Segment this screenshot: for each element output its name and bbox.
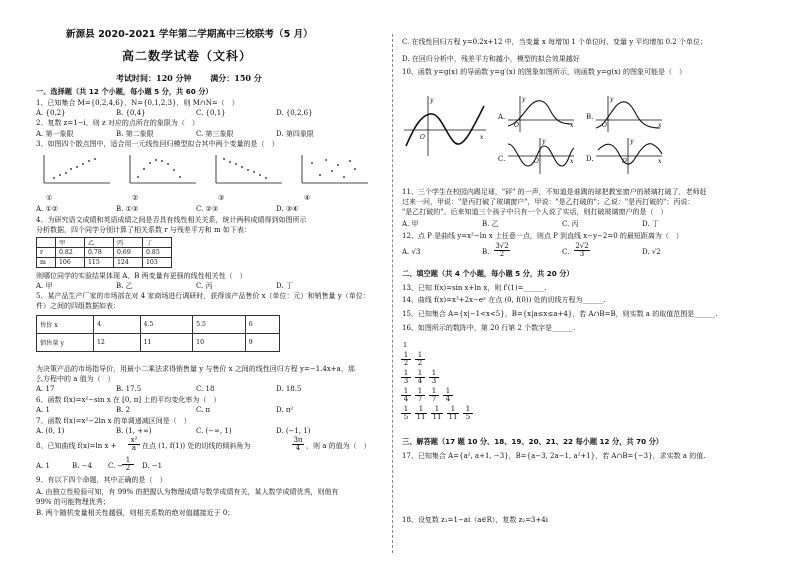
svg-text:x: x xyxy=(570,158,574,165)
q11-line-3: "是乙打破的"。后来知道三个孩子中只有一个人说了实话，则打破玻璃窗户的是（ ） xyxy=(402,208,668,216)
q3-scatter-plots xyxy=(40,151,380,191)
table-cell: 丁 xyxy=(143,238,172,248)
plot-label-4: ④ xyxy=(304,194,311,202)
q7-options xyxy=(36,427,311,435)
table-cell: 5.5 xyxy=(193,316,246,334)
q9-option-b: B. 两个随机变量相关性越强，则相关系数的绝对值越接近于 0； xyxy=(36,509,235,517)
q3-option-b: B. ①③ xyxy=(116,205,139,213)
triangle-cell: $\frac{1}{11}$ xyxy=(448,405,458,421)
svg-text:y: y xyxy=(522,96,526,103)
q9-option-c: C. 在线性回归方程 y=0.2x+12 中，当变量 x 每增加 1 个单位时，变量 y 平均增加 0.2 个单位； xyxy=(402,38,707,46)
plot-label-1: ① xyxy=(46,194,53,202)
triangle-cell: $\frac{1}{3}$ xyxy=(401,370,411,385)
q4-option-d: D. 丁 xyxy=(276,282,293,290)
svg-text:O: O xyxy=(622,158,627,165)
table-cell: 106 xyxy=(56,258,85,268)
q10-option-b-graph xyxy=(594,94,664,134)
q1-option-d: D. {0,2,6} xyxy=(276,109,313,117)
q5-options xyxy=(36,385,301,393)
section-3-heading: 三、解答题（17 题 10 分、18、19、20、21、22 每小题 12 分，共 70 分） xyxy=(402,437,663,446)
svg-text:O: O xyxy=(420,134,425,141)
right-column xyxy=(402,34,774,553)
q5-option-c: C. 18 xyxy=(196,385,215,393)
q4-table xyxy=(36,237,172,268)
q7-stem: 7、函数 f(x)=x²−2ln x 的单调递减区间是（ ） xyxy=(36,417,191,425)
q4-stem-1: 4、为研究语文成绩和英语成绩之间是否具有线性相关关系，统计两科成绩得到如图所示 xyxy=(36,216,307,224)
column-divider xyxy=(392,34,393,553)
q9-stem: 9、有以下四个命题，其中正确的是（ ） xyxy=(36,476,167,484)
scatter-plot-3 xyxy=(216,155,282,183)
fraction-denominator: 2 xyxy=(499,250,505,258)
svg-text:y: y xyxy=(430,97,434,104)
table-cell: m xyxy=(37,258,56,268)
svg-text:x: x xyxy=(570,122,574,129)
q8-option-c: C. − xyxy=(108,462,124,470)
q2-stem: 2、复数 z=1−i，则 z 对应的点所在的象限为（ ） xyxy=(36,119,199,127)
q5-option-a: A. 17 xyxy=(36,385,55,393)
q12-option-c-fraction xyxy=(574,243,590,258)
q5-stem-4: 么方程中的 a 值为（ ） xyxy=(36,375,115,383)
q11-option-a: A. 甲 xyxy=(402,220,419,228)
scatter-plot-4 xyxy=(302,155,368,183)
table-cell xyxy=(37,238,56,248)
q12-stem: 12、点 P 是曲线 y=x²−ln x 上任意一点，则点 P 到直线 x−y−2=0 的最短距离为（ ） xyxy=(402,232,683,240)
table-cell: 0.78 xyxy=(85,248,114,258)
svg-text:x: x xyxy=(658,158,662,165)
svg-text:O: O xyxy=(534,158,539,165)
q4-stem-3: 则哪位同学的实验结果体现 A、B 两变量有更强的线性相关性（ ） xyxy=(36,272,247,280)
table-cell: 丙 xyxy=(114,238,143,248)
triangle-cell: $\frac{1}{2}$ xyxy=(415,352,425,367)
table-cell: 0.69 xyxy=(114,248,143,258)
section-1-heading: 一、选择题（共 12 个小题，每小题 5 分，共 60 分） xyxy=(36,87,213,96)
q13-stem: 13、已知 f(x)=sin x+ln x，则 f′(1)=______. xyxy=(402,284,547,292)
table-cell: 甲 xyxy=(56,238,85,248)
q1-options xyxy=(36,109,313,117)
q3-option-d: D. ③④ xyxy=(276,205,299,213)
q10-stem: 10、函数 y=g(x) 的导函数 y=g′(x) 的图象如图所示，则函数 y=g(x) 的图象可能是（ ） xyxy=(402,68,686,76)
q11-option-c: C. 丙 xyxy=(562,220,579,228)
triangle-cell: $\frac{1}{4}$ xyxy=(415,370,425,385)
q4-option-b: B. 乙 xyxy=(116,282,133,290)
exam-info: 考试时间：120 分钟 满分：150 分 xyxy=(116,73,262,83)
q5-option-b: B. 17.5 xyxy=(116,385,142,393)
q6-stem: 6、函数 f(x)=x²−sin x 在 [0, π] 上的平均变化率为（ ） xyxy=(36,396,221,404)
triangle-cell: $\frac{1}{11}$ xyxy=(416,405,426,421)
q11-options xyxy=(402,220,659,228)
q6-options xyxy=(36,406,293,414)
q2-option-b: B. 第二象限 xyxy=(116,130,154,138)
q10-option-c-graph xyxy=(506,136,576,176)
q8-option-a: A. 1 xyxy=(36,462,50,470)
q11-line-2: 过来一问，甲说："是丙打破了玻璃窗户"，甲说："是乙打破的"；乙说："是丙打破的"；丙说： xyxy=(402,198,695,206)
q8-option-d: D. −1 xyxy=(142,462,163,470)
q5-stem-1: 5、某产品生产厂家的市场部在对 4 家商场进行调研时，获得该产品售价 x（单位：元）和销售量 y（单位： xyxy=(36,292,370,300)
q8-stem-b: 在点 (1, f(1)) 处的切线的倾斜角为 xyxy=(142,442,251,450)
q3-option-c: C. ②③ xyxy=(196,205,219,213)
table-cell: 乙 xyxy=(85,238,114,248)
q2-options xyxy=(36,130,314,138)
q10-option-d-graph xyxy=(594,136,664,176)
q3-options xyxy=(36,205,298,213)
left-column xyxy=(36,29,384,553)
table-cell: 10 xyxy=(193,334,246,352)
q5-stem-2: 件）之间的四组数据如表： xyxy=(36,302,120,310)
fraction-numerator: 1 xyxy=(122,457,134,465)
section-2-heading: 二、填空题（共 4 个小题，每小题 5 分，共 20 分） xyxy=(402,269,574,278)
q4-option-c: C. 丙 xyxy=(196,282,213,290)
table-cell: 4.5 xyxy=(140,316,193,334)
fraction-numerator: 3√2 xyxy=(495,242,509,250)
exam-title: 新源县 2020-2021 学年第二学期高中三校联考（5 月） xyxy=(66,29,313,40)
q1-option-c: C. {0,1} xyxy=(196,109,226,117)
table-row xyxy=(37,248,172,258)
table-cell: 0.85 xyxy=(143,248,172,258)
table-cell: 0.82 xyxy=(56,248,85,258)
q8-stem-c: ，则 a 的值为（ ） xyxy=(306,442,371,450)
fraction-numerator: x² xyxy=(128,437,140,445)
table-cell: 12 xyxy=(94,334,141,352)
triangle-cell: $\frac{1}{5}$ xyxy=(401,406,411,421)
fraction-denominator: 3 xyxy=(579,250,585,258)
q3-stem: 3、如图四个散点图中，适合用一元线性回归模型拟合其中两个变量的是（ ） xyxy=(36,140,279,148)
q4-stem-2: 分析数据，四个同学分别计算了相关系数 r 与残差平方和 m 如下表： xyxy=(36,226,251,234)
q6-option-b: B. 2 xyxy=(116,406,131,414)
table-cell: 115 xyxy=(85,258,114,268)
q10-derivative-graph xyxy=(400,90,490,160)
svg-text:x: x xyxy=(658,122,662,129)
table-cell: 11 xyxy=(140,334,193,352)
table-row xyxy=(37,334,280,352)
q7-option-a: A. (0, 1) xyxy=(36,427,65,435)
q12-option-a: A. √3 xyxy=(402,248,421,256)
q10-option-a-graph xyxy=(506,94,576,134)
q1-option-b: B. {0,4} xyxy=(116,109,146,117)
table-row xyxy=(37,238,172,248)
q10-label-b: B. xyxy=(586,113,594,121)
table-cell: 6 xyxy=(245,316,279,334)
q8-option-c-fraction xyxy=(122,457,134,472)
q7-option-d: D. (−1, 1) xyxy=(276,427,311,435)
q7-option-b: B. (1, +∞) xyxy=(116,427,152,435)
table-cell: 9 xyxy=(245,334,279,352)
triangle-cell: $\frac{1}{2}$ xyxy=(401,352,411,367)
q14-stem: 14、曲线 f(x)=x³+2x−eˣ 在点 (0, f(0)) 处的切线方程为______. xyxy=(402,296,606,304)
q3-option-a: A. ①② xyxy=(36,205,59,213)
q5-table xyxy=(36,315,280,352)
table-cell: 售价 x xyxy=(37,316,94,334)
q2-option-a: A. 第一象限 xyxy=(36,130,74,138)
q6-option-c: C. π xyxy=(196,406,211,414)
q8-option-b: B. −4 xyxy=(72,462,92,470)
q7-option-c: C. (−∞, 1) xyxy=(196,427,232,435)
q16-stem: 16、如图所示的数阵中，第 20 行第 2 个数字是______. xyxy=(402,324,576,332)
q4-option-a: A. 甲 xyxy=(36,282,53,290)
svg-text:y: y xyxy=(630,138,634,145)
q16-number-triangle xyxy=(402,342,522,438)
fraction-denominator: a xyxy=(131,444,137,452)
q8-fraction xyxy=(128,437,140,452)
q8-angle-fraction xyxy=(292,437,304,452)
q12-option-c-label: C. xyxy=(562,248,570,256)
q18-stem: 18、设复数 z₁=1−ai（a∈R），复数 z₂=3+4i xyxy=(402,516,548,524)
fraction-denominator: 4 xyxy=(295,444,301,452)
svg-text:O: O xyxy=(514,122,519,129)
table-cell: r xyxy=(37,248,56,258)
plot-label-2: ② xyxy=(132,194,139,202)
triangle-cell: $\frac{1}{5}$ xyxy=(463,406,473,421)
q12-option-b-label: B. xyxy=(482,248,490,256)
q4-options xyxy=(36,282,293,290)
table-cell: 销售量 y xyxy=(37,334,94,352)
triangle-cell: $\frac{1}{3}$ xyxy=(429,370,439,385)
fraction-numerator: 3π xyxy=(293,436,303,444)
svg-text:O: O xyxy=(602,122,607,129)
q3-plot-labels xyxy=(46,194,310,202)
table-cell: 124 xyxy=(114,258,143,268)
triangle-cell: 1 xyxy=(403,341,408,349)
q6-option-d: D. π² xyxy=(276,406,294,414)
triangle-cell: $\frac{1}{4}$ xyxy=(401,388,411,403)
exam-subtitle: 高二数学试卷（文科） xyxy=(122,49,253,63)
q6-option-a: A. 1 xyxy=(36,406,50,414)
q9-option-a-line-2: 99% 的可能物理优秀； xyxy=(36,498,110,506)
table-cell: 103 xyxy=(143,258,172,268)
triangle-cell: $\frac{1}{7}$ xyxy=(415,388,425,403)
q2-option-c: C. 第三象限 xyxy=(196,130,234,138)
svg-text:x: x xyxy=(480,134,484,141)
q10-label-a: A. xyxy=(498,113,506,121)
triangle-cell: $\frac{1}{7}$ xyxy=(429,388,439,403)
svg-text:y: y xyxy=(542,138,546,145)
q12-option-d: D. √2 xyxy=(642,248,661,256)
q10-label-c: C. xyxy=(498,155,506,163)
q8-stem-a: 8、已知曲线 f(x)=ln x + xyxy=(36,442,117,450)
q11-option-b: B. 乙 xyxy=(482,220,499,228)
q5-option-d: D. 18.5 xyxy=(276,385,302,393)
triangle-cell: $\frac{1}{11}$ xyxy=(432,405,442,421)
q1-stem: 1、已知集合 M={0,2,4,6}，N={0,1,2,3}，则 M∩N=（ ） xyxy=(36,99,239,107)
q5-stem-3: 为决策产品的市场指导价，用最小二乘法求得销售量 y 与售价 x 之间的线性回归方程 y=−1.4x+a，那 xyxy=(36,365,355,373)
scatter-plot-2 xyxy=(130,155,196,183)
q8-options xyxy=(36,462,126,470)
fraction-denominator: 2 xyxy=(125,464,131,472)
q15-stem: 15、已知集合 A={x|−1<x<5}，B={x|a≤x≤a+4}，若 A∩B=B，则实数 a 的取值范围是______. xyxy=(402,310,718,318)
q10-label-d: D. xyxy=(586,155,594,163)
scatter-plot-1 xyxy=(44,155,110,183)
svg-text:y: y xyxy=(610,96,614,103)
q9-option-a-line-1: A. 由独立性检验可知，有 99% 的把握认为物理成绩与数学成绩有关，某人数学成绩优秀，则他有 xyxy=(36,488,339,496)
table-row xyxy=(37,258,172,268)
table-row xyxy=(37,316,280,334)
q9-option-d: D. 在回归分析中，残差平方和越小，模型的拟合效果越好 xyxy=(402,55,580,63)
q2-option-d: D. 第四象限 xyxy=(276,130,314,138)
q17-stem: 17、已知集合 A={a², a+1, −3}，B={a−3, 2a−1, a²+1}，若 A∩B={−3}，求实数 a 的值. xyxy=(402,452,706,460)
q11-option-d: D. 丁 xyxy=(642,220,659,228)
triangle-cell: $\frac{1}{4}$ xyxy=(443,388,453,403)
q11-line-1: 11、三个学生在校园内踢足球，"砰" 的一声，不知道是谁踢的球把教室窗户的玻璃打破了，老师赶 xyxy=(402,188,707,196)
table-cell: 4 xyxy=(94,316,141,334)
fraction-numerator: 2√2 xyxy=(575,242,589,250)
q12-option-b-fraction xyxy=(494,243,510,258)
plot-label-3: ③ xyxy=(218,194,225,202)
q1-option-a: A. {0,2} xyxy=(36,109,66,117)
